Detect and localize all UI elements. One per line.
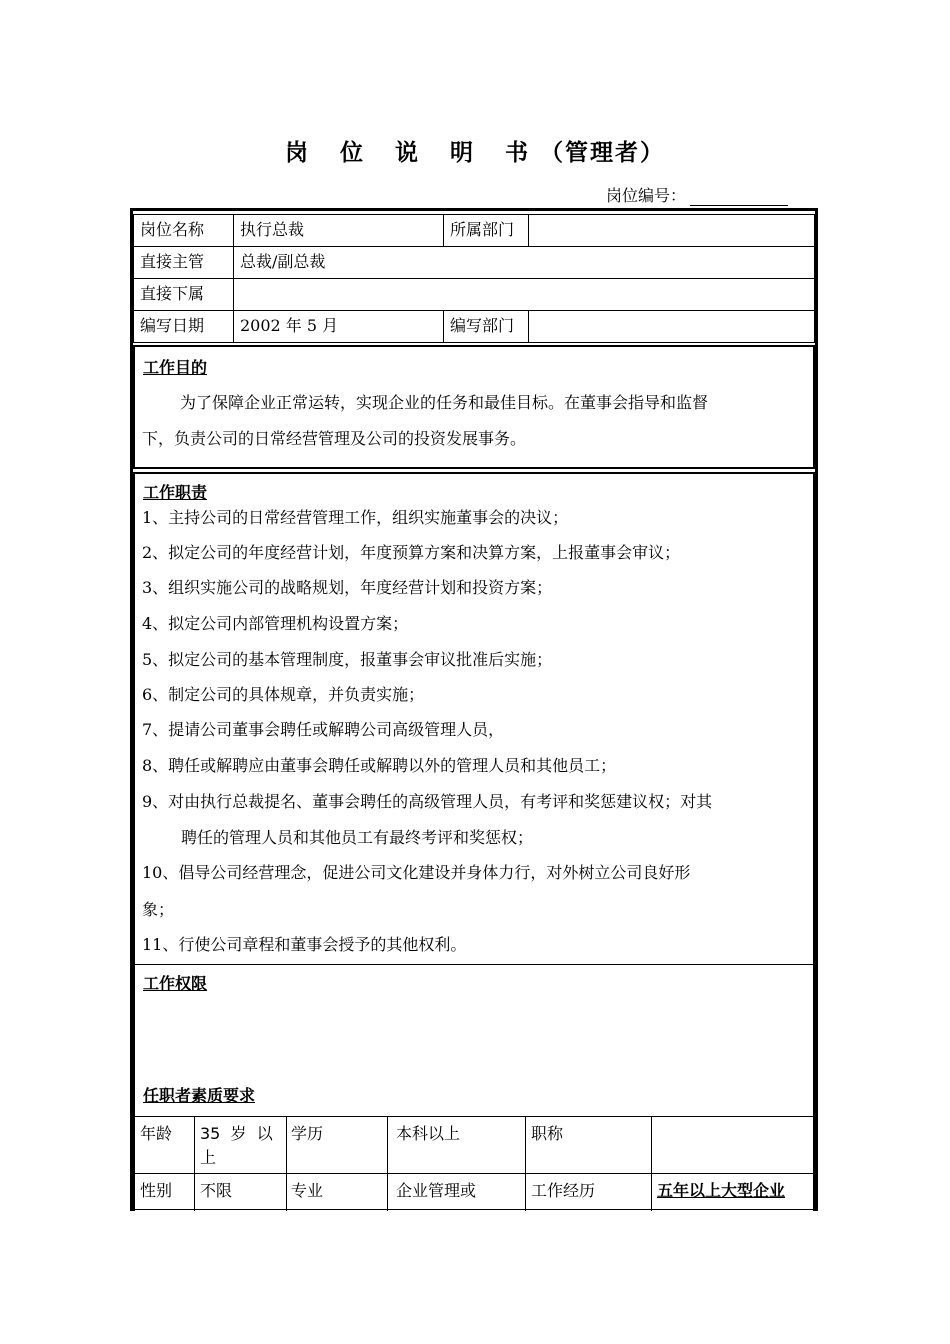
experience-label: 工作经历 [531, 1181, 596, 1200]
duty-item-continued: 聘任的管理人员和其他员工有最终考评和奖惩权； [181, 828, 534, 847]
age-value-line-2: 上 [200, 1148, 217, 1167]
document-title: 岗 位 说 明 书（管理者） [284, 139, 666, 166]
purpose-line-2: 下，负责公司的日常经营管理及公司的投资发展事务。 [142, 429, 527, 448]
writer-dept-label: 编写部门 [450, 316, 515, 335]
post-number: 岗位编号： [606, 183, 788, 206]
supervisor-value: 总裁/副总裁 [240, 252, 326, 271]
duty-item: 1、主持公司的日常经营管理工作，组织实施董事会的决议； [142, 508, 569, 527]
date-label: 编写日期 [140, 316, 205, 335]
post-name-value: 执行总裁 [240, 220, 305, 239]
duty-item: 7、提请公司董事会聘任或解聘公司高级管理人员， [142, 720, 505, 739]
duty-item: 2、拟定公司的年度经营计划，年度预算方案和决算方案，上报董事会审议； [142, 543, 681, 562]
education-label: 学历 [291, 1124, 324, 1143]
duty-item: 11、行使公司章程和董事会授予的其他权利。 [142, 935, 467, 954]
purpose-heading: 工作目的 [143, 358, 208, 377]
authority-heading: 工作权限 [143, 974, 208, 993]
post-number-blank[interactable] [690, 189, 788, 206]
duties-heading: 工作职责 [143, 483, 208, 502]
duty-item: 10、倡导公司经营理念，促进公司文化建设并身体力行，对外树立公司良好形 [142, 863, 691, 882]
date-value: 2002 年 5 月 [240, 316, 339, 335]
duty-item: 6、制定公司的具体规章，并负责实施； [142, 685, 425, 704]
experience-value: 五年以上大型企业 [657, 1181, 786, 1200]
department-value [528, 214, 814, 246]
department-label: 所属部门 [450, 220, 515, 239]
age-value-line-1: 35 岁 以 [200, 1124, 273, 1143]
writer-dept-value [528, 310, 814, 342]
major-value: 企业管理或 [396, 1181, 477, 1200]
duty-item: 5、拟定公司的基本管理制度，报董事会审议批准后实施； [142, 650, 553, 669]
supervisor-label: 直接主管 [140, 252, 205, 271]
subordinate-label: 直接下属 [140, 284, 205, 303]
duty-item: 8、聘任或解聘应由董事会聘任或解聘以外的管理人员和其他员工； [142, 756, 617, 775]
form-frame [130, 208, 818, 1211]
gender-value: 不限 [200, 1181, 233, 1200]
duty-item-continued: 象； [142, 900, 175, 919]
duty-item: 4、拟定公司内部管理机构设置方案； [142, 614, 409, 633]
age-label: 年龄 [140, 1124, 173, 1143]
education-value: 本科以上 [396, 1124, 461, 1143]
major-label: 专业 [291, 1181, 324, 1200]
duty-item: 9、对由执行总裁提名、董事会聘任的高级管理人员，有考评和奖惩建议权；对其 [142, 792, 713, 811]
purpose-line-1: 为了保障企业正常运转，实现企业的任务和最佳目标。在董事会指导和监督 [180, 393, 709, 412]
qualifications-heading: 任职者素质要求 [143, 1086, 256, 1105]
title-label: 职称 [531, 1124, 564, 1143]
post-name-label: 岗位名称 [140, 220, 205, 239]
subordinate-value [233, 278, 813, 310]
gender-label: 性别 [140, 1181, 173, 1200]
duty-item: 3、组织实施公司的战略规划，年度经营计划和投资方案； [142, 578, 553, 597]
